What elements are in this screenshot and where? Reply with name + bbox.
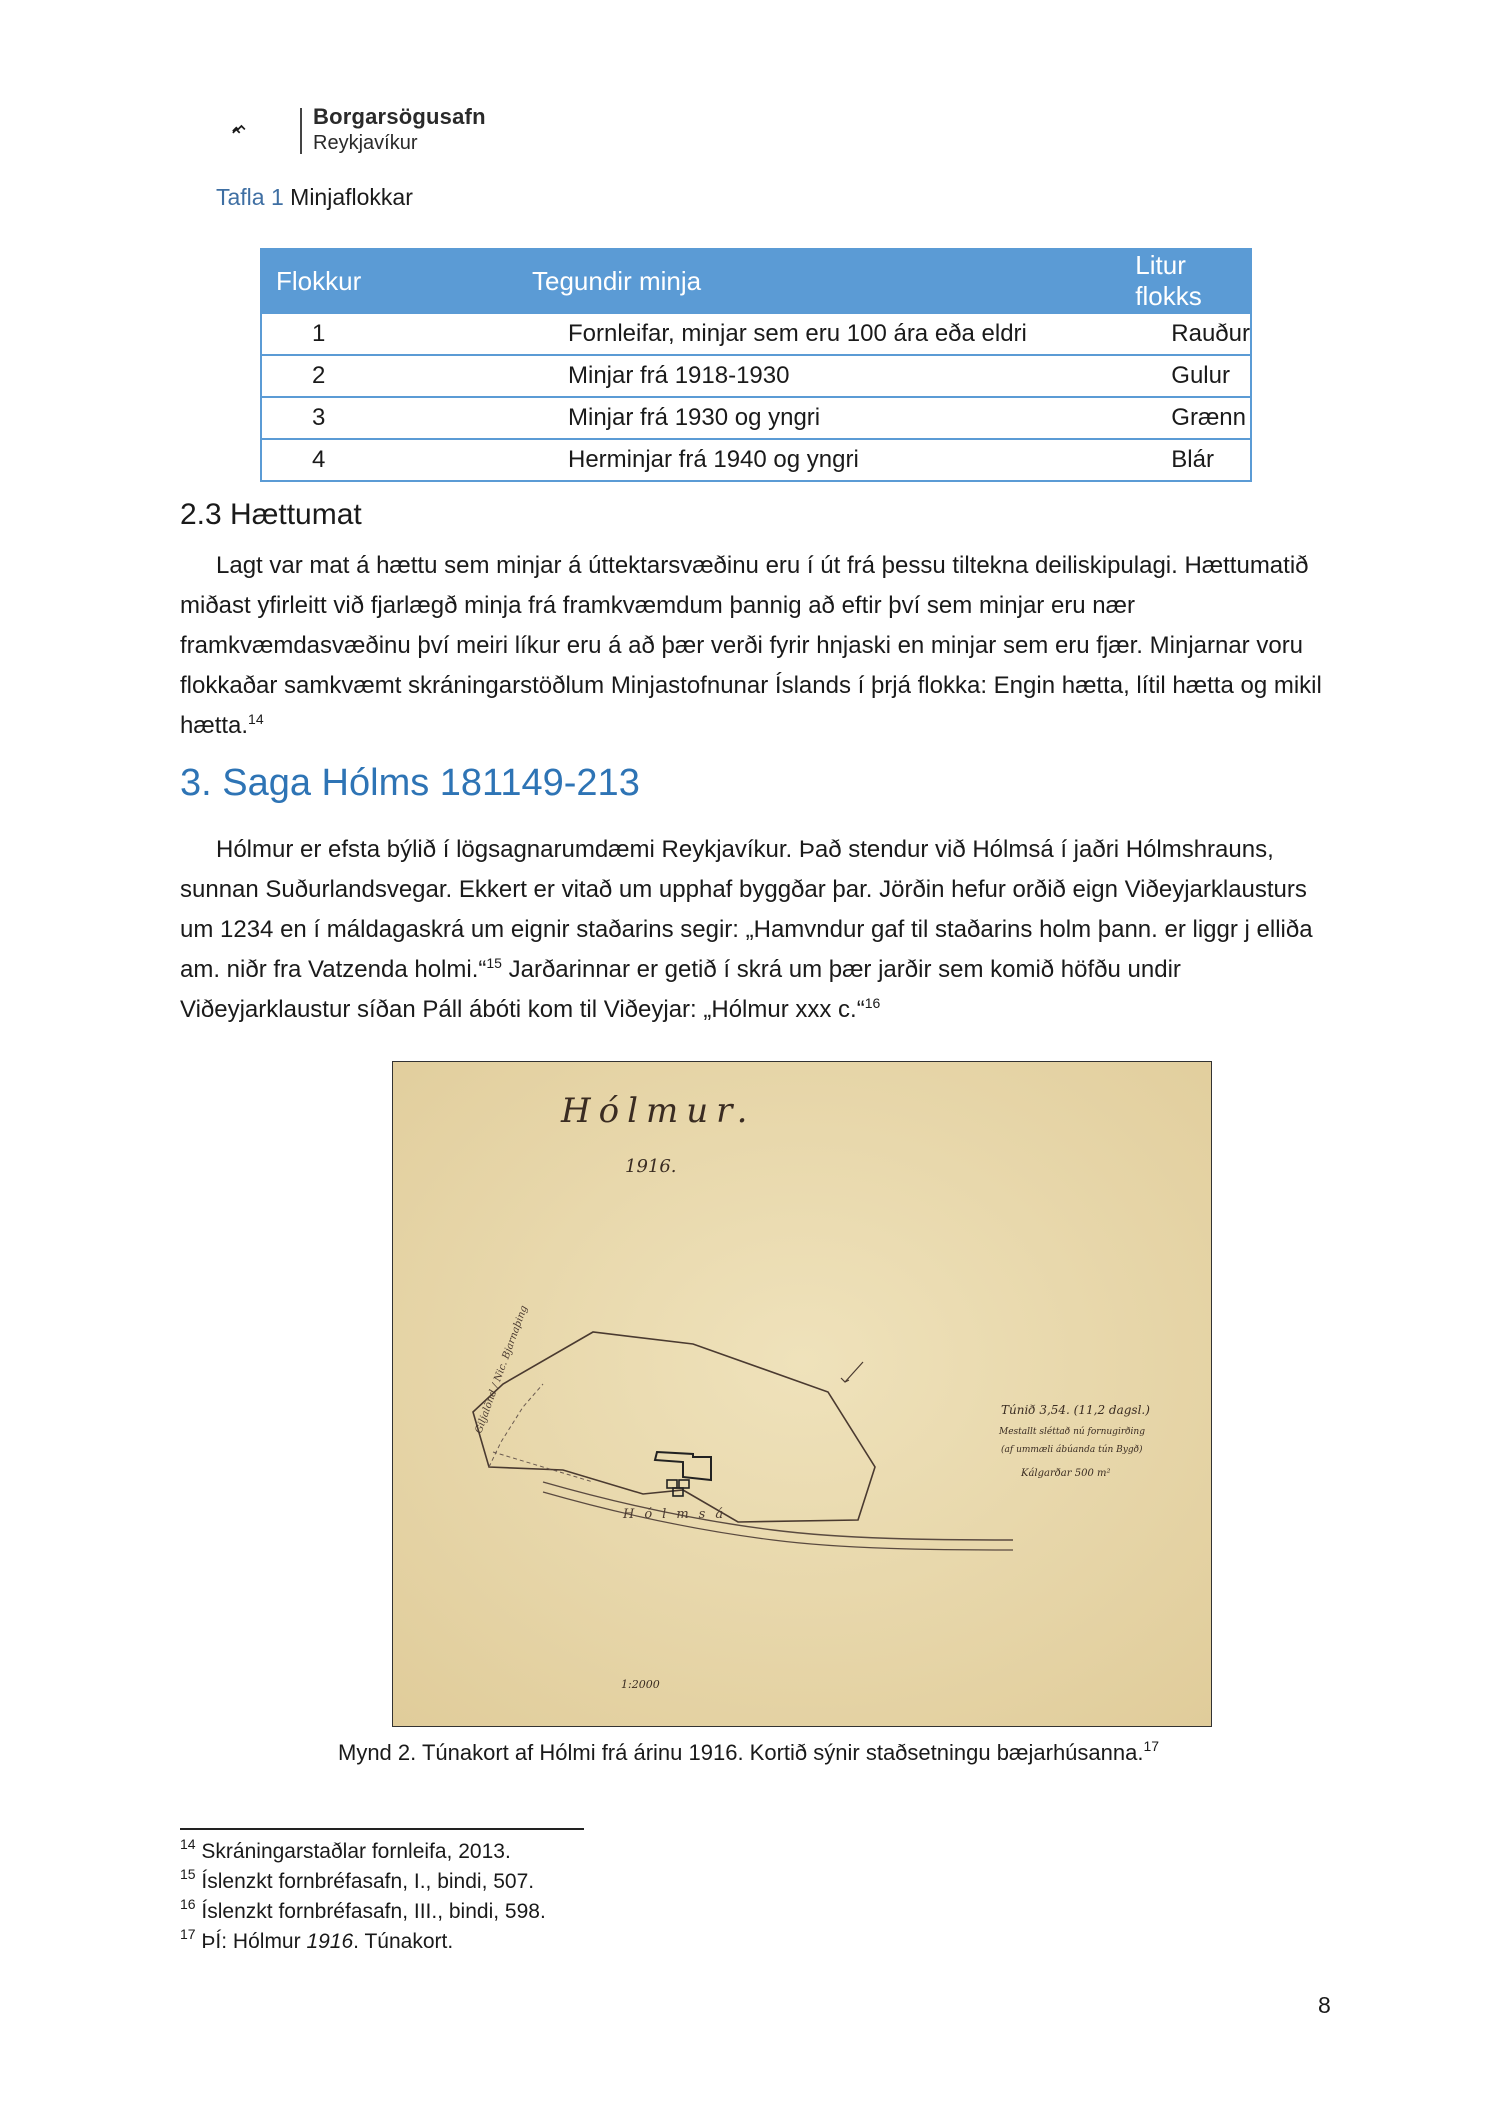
footnote-ref: 17 (1143, 1738, 1160, 1754)
table-row (261, 355, 1251, 397)
footnote-17: $^{17}$ ÞÍ: Hólmur 1916. Túnakort. (180, 1926, 454, 1953)
table-caption-label: Tafla 1 (216, 184, 284, 210)
table-cell: 2 (261, 355, 502, 397)
footnote-16: $^{16}$ Íslenzkt fornbréfasafn, III., bindi, 598. (180, 1896, 546, 1923)
table-header-row (261, 249, 1251, 313)
minjaflokkar-table (260, 248, 1252, 482)
table-caption-title: Minjaflokkar (290, 184, 413, 210)
table-cell: Fornleifar, minjar sem eru 100 ára eða eldri (502, 313, 1135, 355)
table-cell: 1 (261, 313, 502, 355)
map-scale: 1:2000 (621, 1678, 660, 1691)
logo-name: Borgarsögusafn (313, 104, 486, 129)
table-cell: Blár (1135, 439, 1251, 481)
table-header-tegundir: Tegundir minja (502, 249, 1135, 313)
footnote-15: $^{15}$ Íslenzkt fornbréfasafn, I., bindi, 507. (180, 1866, 535, 1893)
borgarsogusafn-logo-icon (232, 106, 292, 152)
table-row (261, 397, 1251, 439)
table-cell: Minjar frá 1930 og yngri (502, 397, 1135, 439)
footnote-ref: 16 (864, 995, 881, 1011)
map-note-3: (af ummæli ábúanda tún Bygð) (1001, 1445, 1143, 1455)
footnote-separator (180, 1828, 584, 1830)
map-year: 1916. (625, 1156, 677, 1177)
table-row (261, 313, 1251, 355)
table-header-flokkur: Flokkur (261, 249, 502, 313)
section-heading-saga-holms: 3. Saga Hólms 181149-213 (180, 762, 640, 804)
table-cell: 3 (261, 397, 502, 439)
logo-subtitle: Reykjavíkur (313, 132, 418, 154)
map-note-2: Mestallt sléttað nú fornugirðing (999, 1427, 1145, 1437)
map-left-note: Giljalönd / Nic. Bjarnaþing (473, 1304, 531, 1436)
section-heading-haettumat: 2.3 Hættumat (180, 498, 362, 531)
table-cell: Minjar frá 1918-1930 (502, 355, 1135, 397)
map-note-1: Túnið 3,54. (11,2 dagsl.) (1001, 1403, 1150, 1417)
table-cell: Grænn (1135, 397, 1251, 439)
logo-divider (300, 108, 302, 154)
map-title: Hólmur. (561, 1091, 756, 1131)
page-number: 8 (1318, 1992, 1331, 2018)
saga-text-part2: Jarðarinnar er getið í skrá um þær jarðir sem komið höfðu undir Viðeyjarklaustur síðan Páll ábóti kom til Viðeyjar: „Hólmur xxx c.“ (180, 956, 1181, 1023)
footnote-ref: 15 (486, 955, 502, 971)
table-header-litur: Litur flokks (1135, 249, 1251, 313)
haettumat-paragraph (180, 546, 1330, 746)
tunakort-map-image (392, 1061, 1212, 1727)
figure-caption (338, 1740, 1159, 1766)
table-caption (216, 184, 413, 211)
footnote-ref: 14 (248, 711, 264, 727)
table-cell: 4 (261, 439, 502, 481)
saga-text-part1: Hólmur er efsta býlið í lögsagnarumdæmi Reykjavíkur. Það stendur við Hólmsá í jaðri Hólmshrauns, sunnan Suðurlandsvegar. Ekkert er vitað um upphaf byggðar þar. Jörðin hefur orðið eign Viðeyjarklausturs um 1234 en í máldagaskrá um eignir staðarins segir: „Hamvndur gaf til staðarins holm þann. er liggr j elliða am. niðr fra Vatzenda holmi.“ (180, 836, 1313, 983)
table-cell: Herminjar frá 1940 og yngri (502, 439, 1135, 481)
haettumat-text: Lagt var mat á hættu sem minjar á úttektarsvæðinu eru í út frá þessu tiltekna deiliskipulagi. Hættumatið miðast yfirleitt við fjarlægð minja frá framkvæmdum þannig að eftir því sem minjar eru nær framkvæmdasvæðinu því meiri líkur eru á að þær verði fyrir hnjaski en minjar sem eru fjær. Minjarnar voru flokkaðar samkvæmt skráningarstöðlum Minjastofnunar Íslands í þrjá flokka: Engin hætta, lítil hætta og mikil hætta. (180, 552, 1322, 739)
table-cell: Rauður (1135, 313, 1251, 355)
map-note-4: Kálgarðar 500 m² (1021, 1468, 1111, 1479)
saga-paragraph (180, 830, 1330, 1030)
map-river-label: Hólmsá (623, 1507, 734, 1522)
figure-caption-text: Mynd 2. Túnakort af Hólmi frá árinu 1916. Kortið sýnir staðsetningu bæjarhúsanna. (338, 1740, 1144, 1765)
footnote-14: $^{14}$ Skráningarstaðlar fornleifa, 2013. (180, 1836, 511, 1863)
table-cell: Gulur (1135, 355, 1251, 397)
table-row (261, 439, 1251, 481)
